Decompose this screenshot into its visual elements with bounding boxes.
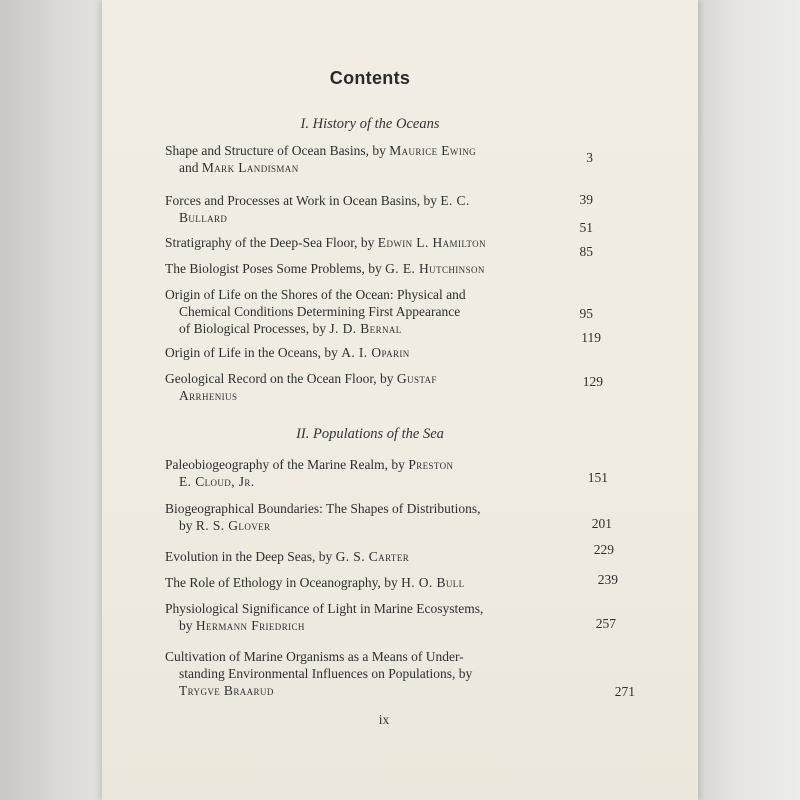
author-name: G. E. Hutchinson: [385, 261, 485, 276]
author-name: Trygve Braarud: [179, 683, 274, 698]
toc-entry: The Role of Ethology in Oceanography, by H. O. Bull: [165, 575, 465, 590]
author-name: Mark Landisman: [201, 160, 299, 175]
toc-entry: Evolution in the Deep Seas, by G. S. Carter: [165, 549, 410, 564]
page-number: 119: [581, 330, 601, 345]
author-name: J. D. Bernal: [329, 321, 402, 336]
author-name: Preston: [408, 457, 454, 472]
author-name: G. S. Carter: [335, 549, 410, 564]
author-name: Arrhenius: [179, 388, 238, 403]
toc-entry: Origin of Life in the Oceans, by A. I. Oparin: [165, 345, 410, 360]
toc-entry: Geological Record on the Ocean Floor, by Gustaf Arrhenius: [165, 371, 437, 403]
author-name: H. O. Bull: [401, 575, 465, 590]
author-name: Hermann Friedrich: [195, 618, 305, 633]
page-number: 201: [591, 516, 612, 531]
toc-entry: The Biologist Poses Some Problems, by G. E. Hutchinson: [165, 261, 485, 276]
section-title-history: I. History of the Oceans: [300, 116, 440, 132]
author-name: E. C.: [440, 193, 470, 208]
author-name: E. Cloud, Jr.: [179, 474, 255, 489]
page-number: 85: [579, 244, 593, 259]
author-name: Edwin L. Hamilton: [377, 235, 486, 250]
section-title-populations: II. Populations of the Sea: [296, 426, 444, 442]
page-number: 95: [579, 306, 593, 321]
toc-entry: Cultivation of Marine Organisms as a Means of Under- standing Environmental Influences on Populations, by Trygve Braarud: [165, 649, 473, 698]
contents-heading: Contents: [329, 68, 411, 88]
toc-entry: Stratigraphy of the Deep-Sea Floor, by Edwin L. Hamilton: [165, 235, 486, 250]
page-number: 129: [582, 374, 603, 389]
toc-entry: Origin of Life on the Shores of the Ocean: Physical and Chemical Conditions Determining First Appearance of Biological Processes, by J. D. Bernal: [165, 287, 466, 336]
page-number: 51: [579, 220, 593, 235]
author-name: R. S. Glover: [195, 518, 271, 533]
author-name: Gustaf: [396, 371, 437, 386]
toc-entry: Biogeographical Boundaries: The Shapes of Distributions, by R. S. Glover: [165, 501, 481, 533]
author-name: Bullard: [179, 210, 228, 225]
page-number: 39: [579, 192, 593, 207]
page-number: 257: [595, 616, 616, 631]
toc-entry: Paleobiogeography of the Marine Realm, by Preston E. Cloud, Jr.: [165, 457, 454, 489]
page-number: 239: [597, 572, 618, 587]
page-number: 3: [586, 150, 593, 165]
author-name: Maurice Ewing: [389, 143, 477, 158]
toc-entry: Physiological Significance of Light in Marine Ecosystems, by Hermann Friedrich: [165, 601, 484, 633]
author-name: A. I. Oparin: [341, 345, 410, 360]
page-folio: ix: [378, 712, 390, 727]
page-number: 271: [614, 684, 635, 699]
page-number: 151: [587, 470, 608, 485]
toc-entry: Forces and Processes at Work in Ocean Basins, by E. C. Bullard: [165, 193, 470, 225]
page-number: 229: [593, 542, 614, 557]
toc-entry: Shape and Structure of Ocean Basins, by Maurice Ewing and Mark Landisman: [165, 143, 477, 175]
